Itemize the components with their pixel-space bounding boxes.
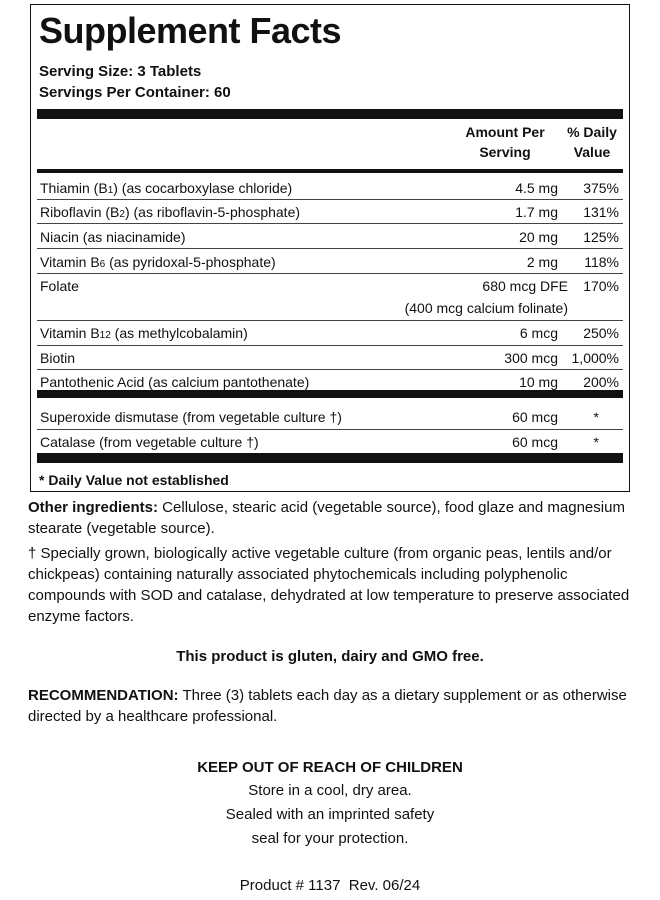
nutrient-amount: 20 mg <box>519 229 558 245</box>
nutrient-name-rest: (as pyridoxal-5-phosphate) <box>105 254 276 270</box>
storage-line-2: Sealed with an imprinted safety <box>225 806 435 823</box>
supplement-facts-panel <box>30 4 630 492</box>
other-ingredients <box>28 497 632 539</box>
row-divider <box>37 273 623 274</box>
nutrient-amount: 6 mcg <box>519 325 558 341</box>
nutrient-name <box>40 321 248 348</box>
panel-title: Supplement Facts <box>39 10 342 51</box>
nutrient-daily-value: 1,000% <box>571 350 619 366</box>
daily-value-footnote: * Daily Value not established <box>39 472 229 488</box>
nutrient-name-text: Vitamin B <box>40 254 100 270</box>
nutrient-row <box>37 321 623 345</box>
nutrient-name <box>40 346 75 370</box>
nutrient-amount: 4.5 mg <box>515 180 558 196</box>
nutrient-amount: 1.7 mg <box>515 204 558 220</box>
dagger-note: † Specially grown, biologically active vegetable culture (from organic peas, lentils and/or chickpeas) containing naturally associated phytochemicals including polyphenolic compounds with SOD and catalase, dehydrated at low temperature to preserve associated enzyme factors. <box>28 545 630 625</box>
nutrient-name-text: Pantothenic Acid (as calcium pantothenate) <box>40 374 310 390</box>
nutrient-daily-value: 375% <box>583 180 619 196</box>
row-divider <box>37 223 623 224</box>
row-divider <box>37 345 623 346</box>
recommendation-text: Three (3) tablets each day as a dietary supplement or as otherwise directed by a healthcare professional. <box>28 687 627 725</box>
nutrient-name-text: Biotin <box>40 350 76 366</box>
nutrient-daily-value: 170% <box>583 278 619 294</box>
nutrient-amount: 300 mcg <box>504 350 558 366</box>
nutrient-daily-value: 131% <box>583 204 619 220</box>
culture-daily-value: * <box>593 434 599 450</box>
nutrient-row <box>37 274 623 316</box>
nutrient-subscript: 12 <box>99 330 111 341</box>
culture-amount: 60 mcg <box>512 434 558 450</box>
storage-line-1: Store in a cool, dry area. <box>248 782 412 799</box>
nutrient-name-text: Niacin (as niacinamide) <box>40 229 186 245</box>
thick-divider-bottom <box>37 453 623 463</box>
divider-header <box>37 169 623 173</box>
nutrient-amount-note: (400 mcg calcium folinate) <box>404 300 568 316</box>
nutrient-name <box>40 225 186 249</box>
nutrient-row <box>37 200 623 224</box>
recommendation <box>28 685 632 727</box>
thick-divider-mid <box>37 390 623 398</box>
servings-per-container: Servings Per Container: 60 <box>39 84 231 101</box>
culture-row <box>37 405 623 429</box>
culture-row <box>37 430 623 454</box>
thick-divider-top <box>37 109 623 119</box>
row-divider <box>37 369 623 370</box>
nutrient-name <box>40 274 79 298</box>
nutrient-amount: 680 mcg DFE <box>482 278 568 294</box>
storage-line-3: seal for your protection. <box>251 830 409 847</box>
nutrient-name-rest: ) (as cocarboxylase chloride) <box>113 180 293 196</box>
culture-name: Superoxide dismutase (from vegetable culture †) <box>40 409 342 425</box>
nutrient-name-rest: ) (as riboflavin-5-phosphate) <box>124 204 301 220</box>
row-divider <box>37 429 623 430</box>
nutrient-name-text: Riboflavin (B <box>40 204 120 220</box>
nutrient-daily-value: 250% <box>583 325 619 341</box>
nutrient-row <box>37 250 623 274</box>
row-divider <box>37 248 623 249</box>
product-number: Product # 1137 Rev. 06/24 <box>239 877 421 894</box>
nutrient-amount: 2 mg <box>526 254 558 270</box>
nutrient-amount: 10 mg <box>519 374 558 390</box>
nutrient-daily-value: 125% <box>583 229 619 245</box>
row-divider <box>37 199 623 200</box>
recommendation-label: RECOMMENDATION: <box>28 687 179 704</box>
other-ingredients-text: Cellulose, stearic acid (vegetable source), food glaze and magnesium stearate (vegetable source). <box>28 499 625 537</box>
warning-title: KEEP OUT OF REACH OF CHILDREN <box>197 759 463 776</box>
nutrient-name-text: Thiamin (B <box>40 180 108 196</box>
other-ingredients-label: Other ingredients: <box>28 499 159 516</box>
nutrient-daily-value: 118% <box>584 254 619 270</box>
culture-amount: 60 mcg <box>512 409 558 425</box>
nutrient-row <box>37 346 623 370</box>
nutrient-row <box>37 225 623 249</box>
culture-name: Catalase (from vegetable culture †) <box>40 434 259 450</box>
serving-size: Serving Size: 3 Tablets <box>39 63 202 80</box>
row-divider <box>37 320 623 321</box>
nutrient-subscript: 1 <box>107 185 114 196</box>
header-amount-per-serving: Amount Per Serving <box>465 124 545 160</box>
culture-daily-value: * <box>593 409 599 425</box>
nutrient-daily-value: 200% <box>583 374 619 390</box>
nutrient-subscript: 2 <box>119 209 125 220</box>
nutrient-subscript: 6 <box>99 259 106 270</box>
nutrient-name-text: Folate <box>40 278 79 294</box>
nutrient-name-text: Vitamin B <box>40 325 100 341</box>
nutrient-name-rest: (as methylcobalamin) <box>110 325 248 341</box>
nutrient-row <box>37 176 623 200</box>
free-statement: This product is gluten, dairy and GMO free. <box>176 648 484 665</box>
header-daily-value: % Daily Value <box>567 124 617 160</box>
